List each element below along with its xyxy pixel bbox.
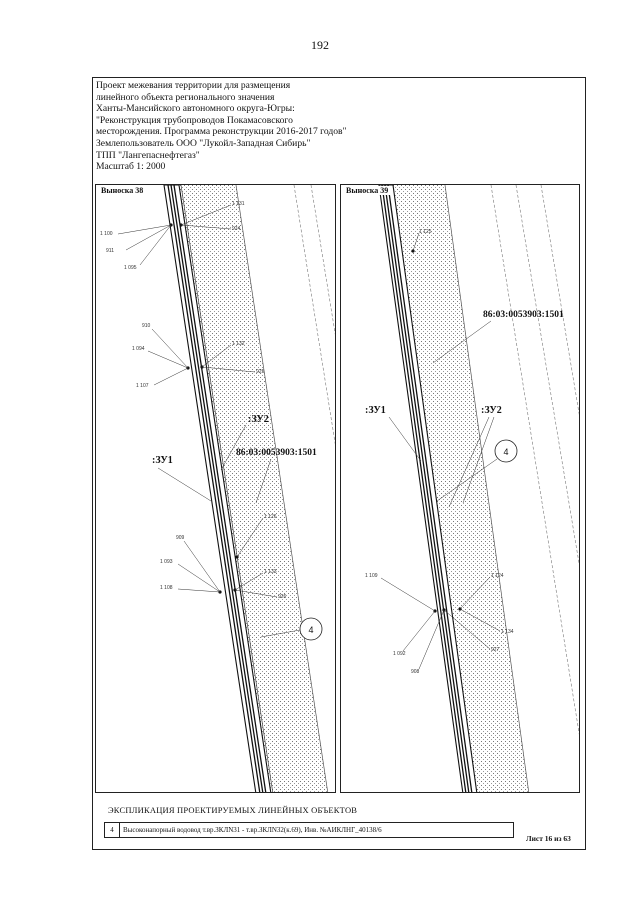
road-edge — [311, 185, 336, 345]
point-label: 1 108 — [160, 585, 173, 591]
point-label: 1 100 — [100, 231, 113, 237]
title-line: месторождения. Программа реконструкции 2016-2017 годов" — [96, 126, 347, 138]
map-canvas-left — [96, 185, 336, 793]
explication-row-text: Высоконапорный водовод т.вр.ЗКЛN31 - т.вр.ЗКЛN32(к.69), Инв. №АИКЛНГ_40138/6 — [123, 826, 382, 834]
parcel-number-label: 86:03:0053903:1501 — [236, 448, 317, 458]
point-label: 924 — [232, 226, 241, 232]
leader-line — [403, 611, 435, 651]
leader-line — [154, 368, 188, 385]
explication-row-number: 4 — [105, 823, 120, 837]
point-label: 926 — [278, 594, 287, 600]
title-block — [96, 80, 347, 173]
leader-line — [381, 578, 435, 611]
parcel-number-label: 86:03:0053903:1501 — [483, 310, 564, 320]
leader-line — [184, 541, 220, 592]
point-label: 925 — [256, 369, 265, 375]
explication-table — [104, 822, 514, 838]
zone-label-2: :ЗУ2 — [481, 405, 502, 416]
title-line: Землепользователь ООО "Лукойл-Западная Сибирь" — [96, 137, 311, 149]
point-label: 1 133 — [264, 569, 277, 575]
point-label: 1 107 — [136, 383, 149, 389]
zone-label-2: :ЗУ2 — [248, 414, 269, 425]
zone-label-1: :ЗУ1 — [365, 405, 386, 416]
title-line: Проект межевания территории для размещения — [96, 80, 291, 91]
map-panel-left — [95, 184, 336, 793]
road-edge — [541, 185, 580, 425]
point-label: 910 — [142, 323, 151, 329]
point-label: 1 132 — [232, 341, 245, 347]
point-label: 1 131 — [232, 201, 245, 207]
point-label: 908 — [411, 669, 420, 675]
point-label: 1 109 — [365, 573, 378, 579]
leader-line — [148, 351, 188, 368]
object-number-label: 4 — [503, 447, 509, 457]
point-label: 1 134 — [501, 629, 514, 635]
page-number: 192 — [311, 38, 329, 52]
road-edge — [294, 185, 336, 455]
scale-label: Масштаб 1: 2000 — [96, 161, 166, 173]
map-panel-right — [340, 184, 580, 793]
point-label: 909 — [176, 535, 185, 541]
title-line: Ханты-Мансийского автономного округа-Югры: — [96, 103, 295, 115]
leader-line — [178, 564, 220, 592]
sheet-number: Лист 16 из 63 — [526, 834, 571, 843]
leader-line — [419, 610, 444, 669]
title-line: ТПП "Лангепаснефтегаз" — [96, 149, 200, 161]
panel-title-right: Выноска 39 — [346, 186, 389, 195]
point-label: 1 126 — [264, 514, 277, 520]
leader-line — [178, 589, 220, 592]
explication-title: ЭКСПЛИКАЦИЯ ПРОЕКТИРУЕМЫХ ЛИНЕЙНЫХ ОБЪЕКТОВ — [108, 805, 358, 815]
panel-title-left: Выноска 38 — [101, 186, 144, 195]
point-label: 927 — [491, 647, 500, 653]
zone-label-1: :ЗУ1 — [152, 455, 173, 466]
point-label: 1 094 — [132, 346, 145, 352]
title-line: линейного объекта регионального значения — [96, 91, 275, 103]
point-label: 1 093 — [160, 559, 173, 565]
map-canvas-right — [341, 185, 580, 793]
road-edge — [516, 185, 580, 575]
point-label: 1 095 — [124, 265, 137, 271]
leader-line — [158, 468, 211, 501]
leader-line — [140, 225, 171, 265]
object-number-label: 4 — [308, 625, 314, 635]
title-line: "Реконструкция трубопроводов Покамасовского — [96, 114, 293, 126]
point-label: 1 092 — [393, 651, 406, 657]
point-label: 911 — [106, 248, 114, 254]
leader-line — [152, 329, 188, 368]
point-label: 1 125 — [419, 229, 432, 235]
point-label: 1 124 — [491, 573, 504, 579]
